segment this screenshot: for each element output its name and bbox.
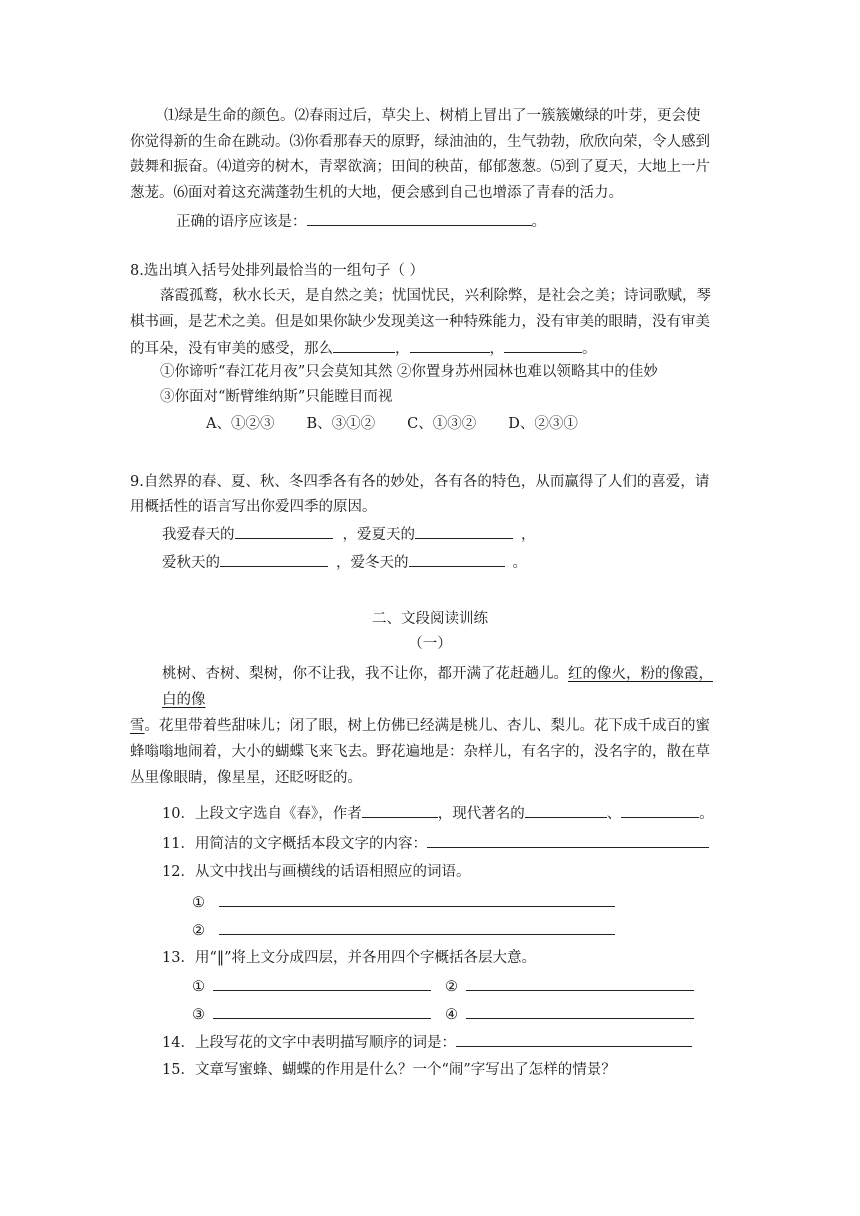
passage-underlined-phrase-cont: 白的像 bbox=[162, 692, 206, 708]
passage-underlined-phrase-end: 雪 bbox=[130, 718, 145, 734]
q13-title: 13．用“‖”将上文分成四层，并各用四个字概括各层大意。 bbox=[162, 950, 537, 966]
q9-line-2: 用概括性的语言写出你爱四季的原因。 bbox=[130, 499, 377, 515]
q7-line-4: 葱茏。⑹面对着这充满蓬勃生机的大地，便会感到自己也增添了青春的活力。 bbox=[130, 185, 623, 201]
q8-choices bbox=[206, 414, 578, 434]
q13-blank-1[interactable] bbox=[213, 976, 431, 991]
q7-line-2: 你觉得新的生命在跳动。⑶你看那春天的原野，绿油油的，生气勃勃，欣欣向荣，令人感到 bbox=[130, 134, 710, 150]
q12-item-2 bbox=[192, 920, 615, 941]
q12-blank-2[interactable] bbox=[219, 920, 615, 935]
q8-options-line-2: ③你面对“断臂维纳斯”只能瞠目而视 bbox=[160, 389, 393, 405]
passage-line-1-text: 桃树、杏树、梨树，你不让我，我不让你，都开满了花赶趟儿。 bbox=[162, 666, 568, 682]
q12-marker-2: ② bbox=[192, 923, 205, 939]
q8-blank-3[interactable] bbox=[504, 338, 582, 353]
q9-summer-label: ，爱夏天的 bbox=[342, 527, 415, 543]
passage-line-2 bbox=[162, 690, 206, 710]
q9-winter-blank[interactable] bbox=[409, 552, 505, 567]
q7-line-1: ⑴绿是生命的颜色。⑵春雨过后，草尖上、树梢上冒出了一簇簇嫩绿的叶芽，更会使 bbox=[164, 108, 701, 124]
q7-answer-end: 。 bbox=[531, 214, 546, 230]
q12-blank-1[interactable] bbox=[219, 892, 615, 907]
q15: 15．文章写蜜蜂、蝴蝶的作用是什么？一个“闹”字写出了怎样的情景？ bbox=[162, 1062, 616, 1078]
q7-answer-prompt: 正确的语序应该是： bbox=[176, 214, 307, 230]
q7-answer-blank[interactable] bbox=[307, 211, 532, 226]
passage-line-4: 蜂嗡嗡地闹着，大小的蝴蝶飞来飞去。野花遍地是：杂样儿，有名字的，没名字的，散在草 bbox=[130, 744, 710, 760]
q13-marker-1: ① bbox=[192, 979, 205, 995]
q12-marker-1: ① bbox=[192, 895, 205, 911]
q8-choice-b[interactable]: B、③①② bbox=[306, 416, 376, 432]
q8-choice-c[interactable]: C、①③② bbox=[407, 416, 477, 432]
q12-title: 12．从文中找出与画横线的话语相照应的词语。 bbox=[162, 864, 471, 880]
q8-body-line-3-text: 的耳朵，没有审美的感受，那么 bbox=[130, 341, 333, 357]
passage-line-3 bbox=[130, 716, 710, 736]
passage-line-5: 丛里像眼睛，像星星，还眨呀眨的。 bbox=[130, 770, 362, 786]
q7-line-3: 鼓舞和振奋。⑷道旁的树木，青翠欲滴；田间的秧苗，郁郁葱葱。⑸到了夏天，大地上一片 bbox=[130, 159, 710, 175]
q13-marker-3: ③ bbox=[192, 1007, 205, 1023]
q10-blank-2[interactable] bbox=[525, 803, 607, 818]
passage-line-3-text: 。花里带着些甜味儿；闭了眼，树上仿佛已经满是桃儿、杏儿、梨儿。花下成千成百的蜜 bbox=[144, 718, 710, 734]
q13-row-1 bbox=[192, 976, 694, 997]
q14-blank[interactable] bbox=[456, 1032, 692, 1047]
q13-blank-3[interactable] bbox=[213, 1004, 431, 1019]
q8-body-line-2: 棋书画，是艺术之美。但是如果你缺少发现美这一种特殊能力，没有审美的眼睛，没有审美 bbox=[130, 314, 710, 330]
q8-blank-2[interactable] bbox=[410, 338, 490, 353]
q11-text: 11．用简洁的文字概括本段文字的内容： bbox=[162, 836, 427, 852]
q8-title: 8.选出填入括号处排列最恰当的一组句子（ ） bbox=[130, 263, 424, 279]
q8-options-line-1: ①你谛听“春江花月夜”只会莫知其然 ②你置身苏州园林也难以领略其中的佳妙 bbox=[160, 364, 658, 380]
q9-summer-blank[interactable] bbox=[415, 524, 513, 539]
q8-blank-1[interactable] bbox=[333, 338, 395, 353]
q11-blank[interactable] bbox=[427, 833, 709, 848]
q9-spring-label: 我爱春天的 bbox=[162, 527, 235, 543]
section-2-subtitle: （一） bbox=[408, 636, 452, 652]
q9-spring-summer bbox=[162, 524, 536, 545]
q13-blank-2[interactable] bbox=[466, 976, 694, 991]
q8-sep-1: ， bbox=[395, 341, 410, 357]
q10 bbox=[162, 803, 714, 824]
q10-author-blank[interactable] bbox=[362, 803, 438, 818]
q8-end: 。 bbox=[582, 341, 597, 357]
q7-answer bbox=[176, 211, 546, 232]
q9-autumn-blank[interactable] bbox=[220, 552, 328, 567]
q14-text: 14．上段写花的文字中表明描写顺序的词是： bbox=[162, 1035, 456, 1051]
q9-line-1: 9.自然界的春、夏、秋、冬四季各有各的妙处，各有各的特色，从而赢得了人们的喜爱，请 bbox=[130, 474, 710, 490]
q10-text-b: ，现代著名的 bbox=[437, 806, 525, 822]
q12-item-1 bbox=[192, 892, 615, 913]
q8-body-line-1: 落霞孤鹜，秋水长天，是自然之美；忧国忧民，兴利除弊，是社会之美；诗词歌赋，琴 bbox=[160, 288, 711, 304]
q9-winter-label: ，爱冬天的 bbox=[336, 555, 409, 571]
passage-line-1 bbox=[162, 664, 713, 684]
q9-period: 。 bbox=[512, 555, 527, 571]
q8-body-line-3 bbox=[130, 338, 597, 359]
q13-blank-4[interactable] bbox=[466, 1004, 694, 1019]
passage-underlined-phrase: 红的像火，粉的像霞， bbox=[568, 666, 713, 682]
q9-spring-blank[interactable] bbox=[235, 524, 333, 539]
q8-choice-d[interactable]: D、②③① bbox=[508, 416, 578, 432]
q10-text-c: 、 bbox=[606, 806, 622, 822]
q8-sep-2: ， bbox=[489, 341, 504, 357]
q8-choice-a[interactable]: A、①②③ bbox=[206, 416, 275, 432]
q10-text-d: 。 bbox=[699, 806, 714, 822]
q14 bbox=[162, 1032, 692, 1053]
q13-marker-2: ② bbox=[445, 979, 458, 995]
q10-blank-3[interactable] bbox=[621, 803, 699, 818]
q11 bbox=[162, 833, 709, 854]
q9-autumn-label: 爱秋天的 bbox=[162, 555, 220, 571]
q9-autumn-winter bbox=[162, 552, 527, 573]
section-2-title: 二、文段阅读训练 bbox=[372, 611, 488, 627]
q13-marker-4: ④ bbox=[445, 1007, 458, 1023]
q10-text-a: 10．上段文字选自《春》，作者 bbox=[162, 806, 362, 822]
q9-comma: ， bbox=[521, 527, 536, 543]
q13-row-2 bbox=[192, 1004, 694, 1025]
